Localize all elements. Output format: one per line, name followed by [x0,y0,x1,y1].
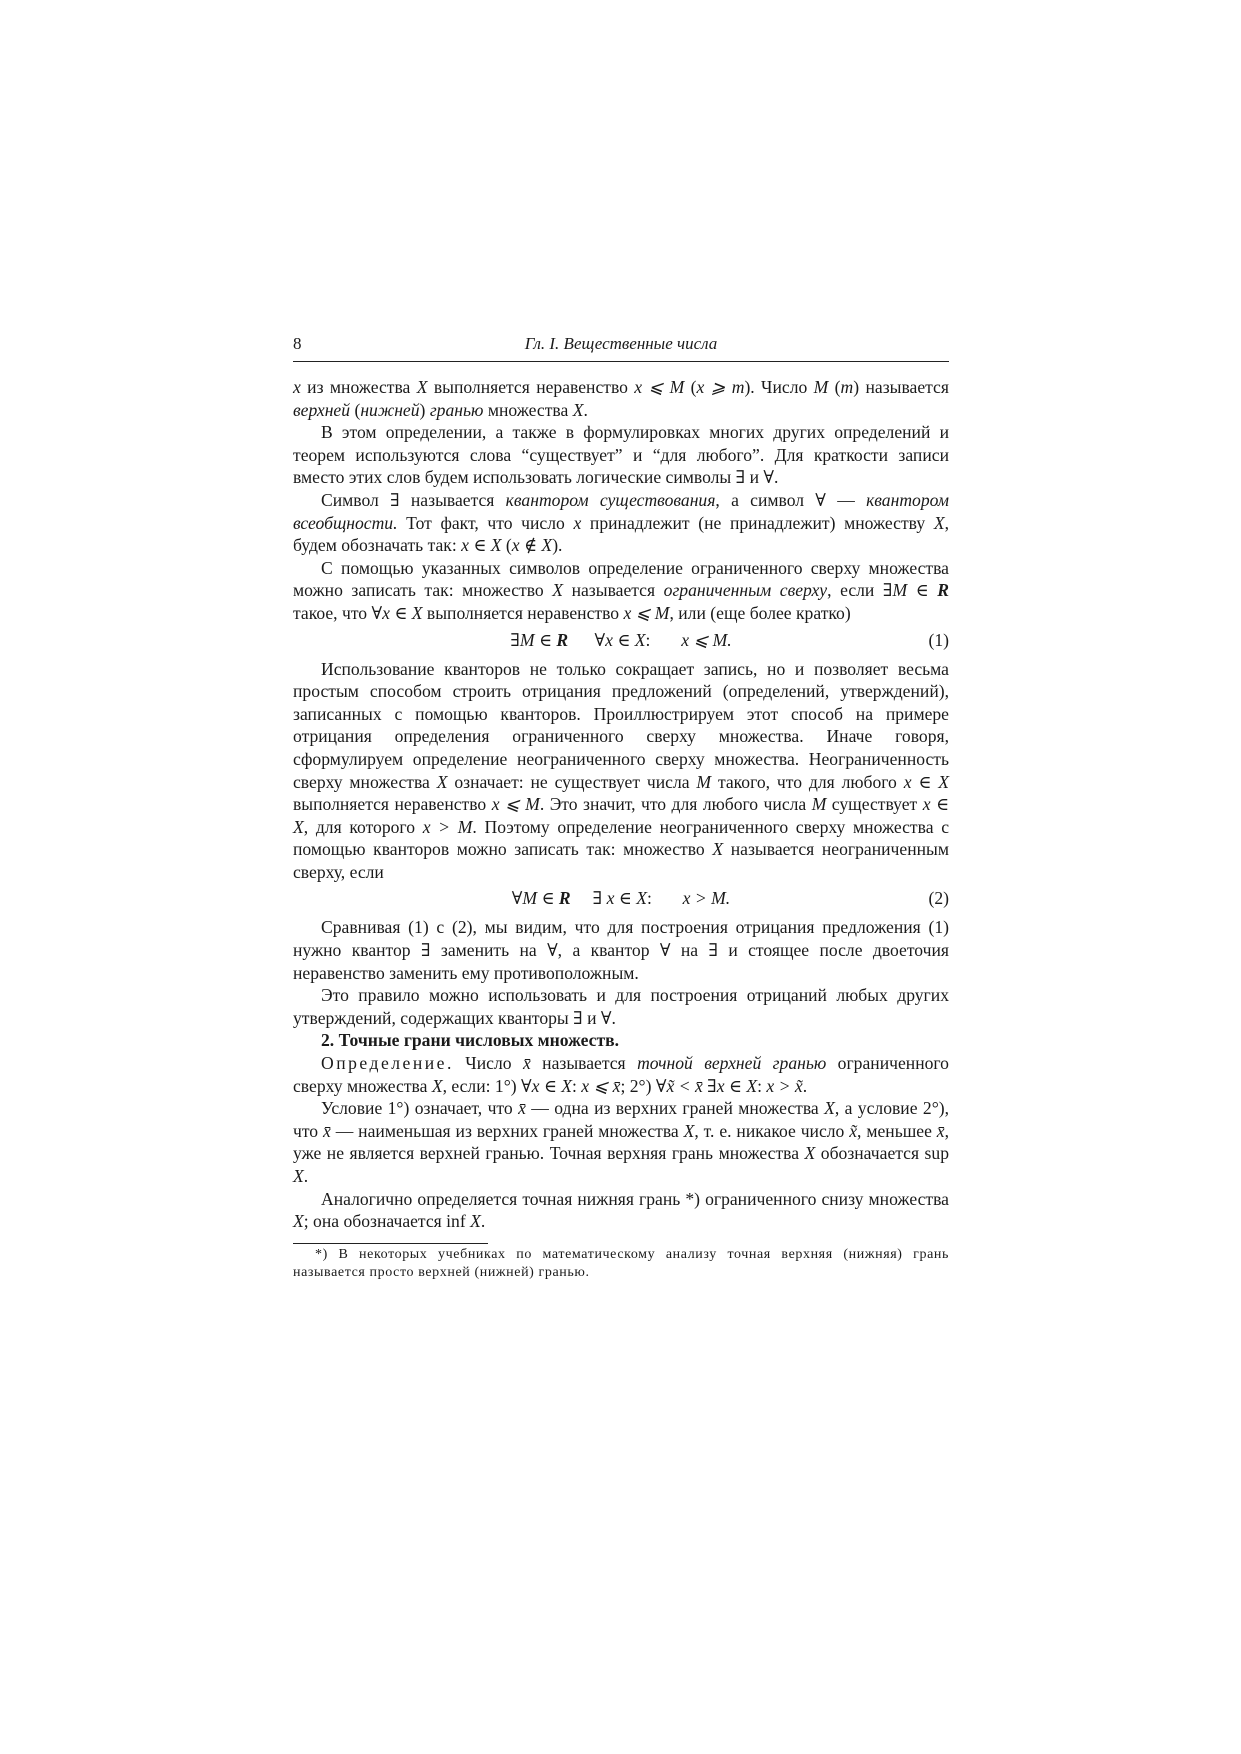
text-run: Это правило можно использовать и для построения отрицаний любых других утверждений, содержащих кванторы ∃ и ∀. [293,985,949,1028]
math-symbol: x̄ [936,1120,945,1141]
text-run: В этом определении, а также в формулировках многих других определений и теорем используются слова “существует” и “для любого”. Для краткости записи вместо этих слов будем использовать логические символы ∃ и ∀. [293,422,949,488]
italic-term: квантором существования [505,489,716,510]
spaced-term: Определение. [321,1053,454,1074]
text-run: : [572,1075,582,1096]
text-run: такого, что для любого [711,771,904,792]
bold-symbol: R [558,888,571,909]
section-title: 2. Точные грани числовых множеств. [321,1030,620,1051]
math-symbol: X [431,1075,443,1096]
math-symbol: m [840,377,854,397]
math-symbol: X [683,1120,695,1141]
math-symbol: x ∈ X [606,888,647,909]
text-run: — наименьшая из верхних граней множества [330,1120,684,1141]
text-run: такое, что ∀ [293,602,383,623]
text-run: — одна из верхних граней множества [525,1098,825,1119]
text-run: ∃ [510,629,520,650]
text-run: ). [552,535,563,556]
paragraph [293,376,949,421]
italic-term: верхней [293,399,351,420]
text-run: ( [684,377,697,397]
text-run: ∀ [568,629,606,650]
math-symbol: x̃ < x̄ [666,1075,703,1096]
italic-term: гранью [429,399,484,420]
text-run: ) называется [853,377,949,397]
math-symbol: M [813,377,829,397]
text-run: ∈ [537,888,559,909]
text-run: Условие 1°) означает, что [321,1098,519,1119]
text-run: : [757,1075,767,1096]
math-symbol: X [293,1166,304,1186]
text-run: ∀ [511,888,523,909]
math-symbol: X [552,580,564,601]
math-symbol: X [804,1143,816,1164]
text-run: выполняется неравенство [293,794,492,815]
math-symbol: X [824,1098,835,1119]
math-symbol: X [436,771,448,792]
text-run: ). Число [744,377,814,397]
math-symbol: X [470,1211,481,1232]
bold-symbol: R [556,629,569,650]
text-run: обозначается sup [815,1143,949,1164]
formula-body [293,629,949,652]
text-run: множества [483,399,573,420]
text-run: С помощью указанных символов определение ограниченного сверху множества можно записать так: множество [293,557,949,601]
math-symbol: M [522,888,538,909]
text-run: . Поэтому определение неограниченного сверху множества с помощью кванторов можно записать так: множество [293,816,950,860]
text-run: . [480,1211,486,1232]
text-run: , а символ ∀ — [715,489,867,510]
math-symbol: X [933,512,945,533]
bold-symbol: R [937,580,949,601]
math-symbol: X [572,399,584,420]
math-symbol: x ∈ X [461,535,502,556]
text-run: означает: не существует числа [447,771,697,792]
text-run: принадлежит (не принадлежит) множеству [581,512,934,533]
formula-body [293,887,949,910]
footnote: *) В некоторых учебниках по математическому анализу точная верхняя (нижняя) грань называется просто верхней (нижней) гранью. [293,1246,949,1280]
book-page [293,334,949,1282]
math-symbol: x > M [422,816,473,837]
text-run: называется [530,1053,638,1074]
text-run: , будем обозначать так: [293,512,949,556]
equation-number: (2) [928,888,949,909]
text-run: , меньшее [857,1120,937,1141]
math-symbol: X [293,1211,304,1232]
math-symbol: x̃ [849,1120,858,1141]
math-symbol: x [293,377,301,397]
text-run: . Это значит, что для любого числа [539,794,812,815]
text-run: ∃ [570,888,607,909]
text-run: , если: 1°) ∀ [442,1075,532,1096]
text-run: . [802,1075,808,1096]
display-formula [293,887,949,910]
text-run: , а условие 2°), что [293,1098,949,1141]
math-symbol: x ⩽ M. [681,629,732,650]
math-symbol: X [712,839,724,860]
math-symbol: M [519,629,535,650]
text-run: : [646,888,683,909]
paragraph [293,1097,949,1187]
math-symbol: x ⩾ m [696,377,745,397]
text-run: называется [563,580,664,601]
text-run: , т. е. никакое число [694,1120,850,1141]
text-run: ( [828,377,841,397]
text-run: ( [350,399,361,420]
display-formula [293,629,949,652]
paragraph [293,557,949,625]
paragraph [293,421,949,489]
text-run: , уже не является верхней гранью. Точная верхняя грань множества [293,1120,949,1164]
math-symbol: M [811,794,827,815]
text-run: Аналогично определяется точная нижняя грань *) ограниченного снизу множества [321,1188,949,1209]
text-run: . [303,1166,309,1186]
paragraph [293,489,949,557]
paragraph [293,1052,949,1097]
page-body [293,376,949,1233]
text-run: ( [501,535,512,556]
math-symbol: x ⩽ x̄ [581,1075,621,1096]
text-run: выполняется неравенство [422,602,624,623]
equation-number: (1) [928,629,949,650]
math-symbol: x > x̃ [766,1075,803,1096]
italic-term: ограниченным сверху [663,580,828,601]
italic-term: квантором всеобщности. [293,489,949,533]
text-run: Символ ∃ называется [321,489,506,510]
math-symbol: x ∈ X [716,1075,758,1096]
paragraph [293,658,949,884]
page-number: 8 [293,334,302,353]
math-symbol: x ⩽ M [634,377,685,397]
text-run: . [583,399,588,420]
text-run: ∈ [534,629,557,650]
math-symbol: x ⩽ M [623,602,670,623]
math-symbol: M [892,580,908,601]
paragraph [293,1188,949,1233]
chapter-title: Гл. I. Вещественные числа [524,334,718,353]
math-symbol: x ∉ X [511,535,553,556]
math-symbol: M [696,771,712,792]
math-symbol: x [573,512,582,533]
text-run: Использование кванторов не только сокращает запись, но и позволяет весьма простым способом строить отрицания предложений (определений, утверждений), записанных с помощью кванторов. Проиллюстрируем этот способ на примере отрицания определения ограниченного сверху множества. Иначе говоря, сформулируем определение неограниченного сверху множества. Неограниченность сверху множества [293,658,949,792]
italic-term: точной верхней гранью [637,1053,827,1074]
text-run: , или (еще более кратко) [669,602,851,623]
text-run: ) [419,399,430,420]
text-run: ∈ [907,580,938,601]
footnote-rule [293,1243,488,1244]
text-run: : [645,629,682,650]
math-symbol: x̄ [323,1120,331,1141]
text-run: ограниченного сверху множества [293,1053,949,1096]
text-run: ; она обозначается inf [303,1211,471,1232]
math-symbol: x ∈ X [605,629,646,650]
text-run: ∃ [702,1075,717,1096]
math-symbol: x̄ [522,1053,531,1074]
italic-term: нижней [360,399,420,420]
text-run: , для которого [303,816,423,837]
math-symbol: x ∈ X [293,794,950,837]
text-run: Тот факт, что число [397,512,574,533]
text-run: , если ∃ [827,580,893,601]
text-run: называется неограниченным сверху, если [293,839,949,882]
math-symbol: x ∈ X [382,602,423,623]
text-run: выполняется неравенство [427,377,635,397]
text-run: Число [453,1053,523,1074]
paragraph [293,984,949,1029]
paragraph [293,916,949,984]
text-run: Сравнивая (1) с (2), мы видим, что для построения отрицания предложения (1) нужно квантор ∃ заменить на ∀, а квантор ∀ на ∃ и стоящее после двоеточия неравенство заменить ему противоположным. [293,917,949,983]
math-symbol: X [416,377,428,397]
running-head [293,334,949,362]
math-symbol: x > M. [682,888,731,909]
text-run: ; 2°) ∀ [620,1075,667,1096]
text-run: из множества [300,377,417,397]
text-run: существует [826,794,923,815]
math-symbol: x̄ [518,1098,526,1119]
math-symbol: x ⩽ M [491,794,540,815]
math-symbol: x ∈ X [903,771,949,792]
math-symbol: x ∈ X [531,1075,572,1096]
